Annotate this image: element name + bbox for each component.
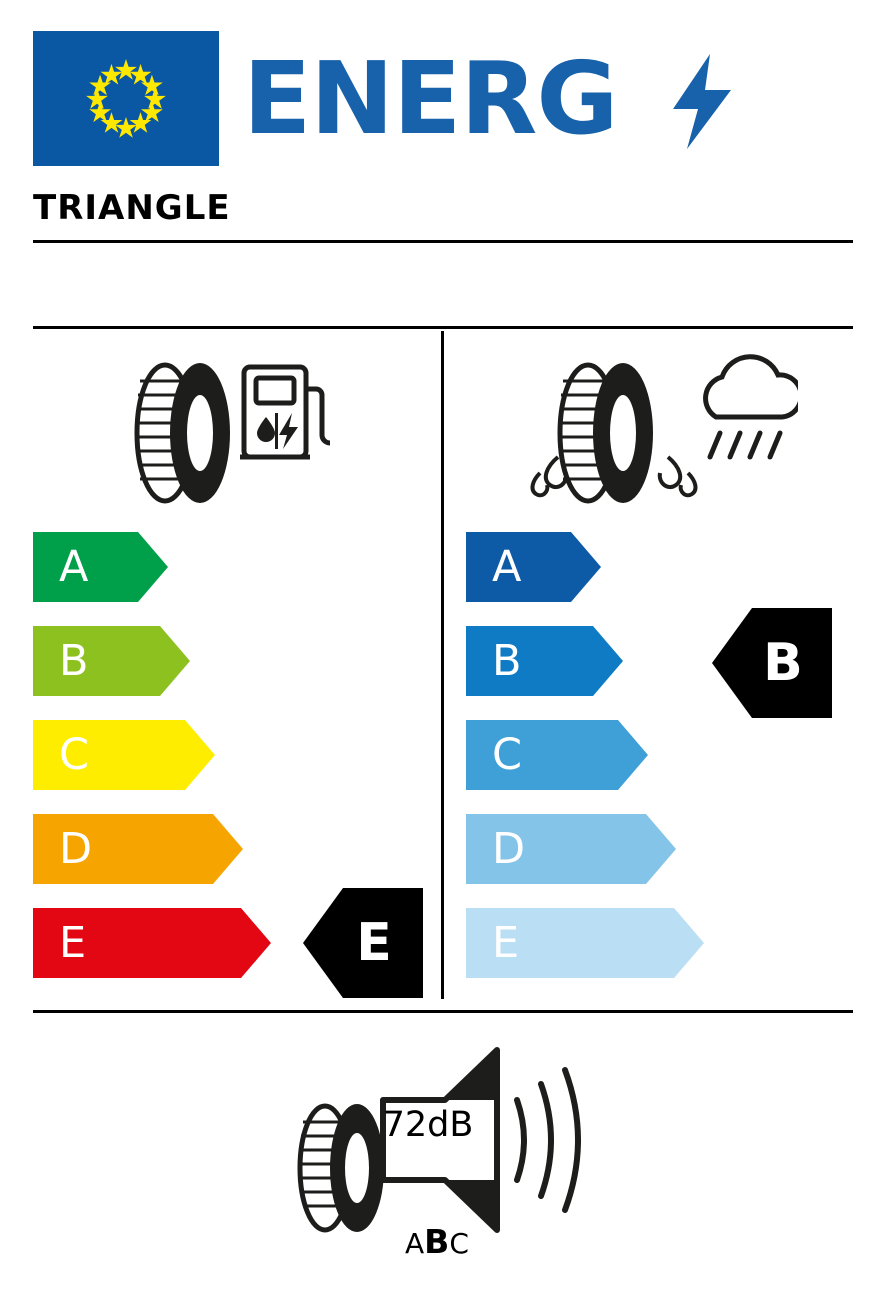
fuel-result-letter: E — [356, 913, 392, 973]
eu-flag-icon — [33, 31, 219, 166]
fuel-grade-c — [33, 720, 215, 790]
wet-grade-a — [466, 532, 601, 602]
energy-wordmark-text: ENERG — [243, 40, 618, 157]
fuel-grade-d-letter: D — [59, 824, 93, 874]
fuel-grade-d — [33, 814, 243, 884]
wet-grade-e-letter: E — [492, 918, 520, 968]
wet-result-letter: B — [763, 633, 803, 693]
noise-class-scale — [405, 1222, 469, 1261]
wet-result-badge — [712, 608, 832, 718]
fuel-grade-b — [33, 626, 190, 696]
divider-second — [33, 326, 853, 329]
wet-grade-d-letter: D — [492, 824, 526, 874]
lightning-bolt-icon — [665, 54, 735, 149]
wet-grade-b-letter: B — [492, 636, 522, 686]
wet-grade-e — [466, 908, 704, 978]
fuel-grade-c-letter: C — [59, 730, 90, 780]
fuel-grade-e — [33, 908, 271, 978]
energy-wordmark — [243, 40, 713, 157]
fuel-grade-b-letter: B — [59, 636, 89, 686]
tyre-rain-cloud-icon — [528, 345, 798, 520]
noise-class-a: A — [405, 1227, 425, 1260]
divider-vertical — [441, 331, 444, 999]
noise-class-b: B — [424, 1222, 450, 1261]
divider-bottom — [33, 1010, 853, 1013]
fuel-grade-a-letter: A — [59, 542, 89, 592]
fuel-result-badge — [303, 888, 423, 998]
tyre-fuel-pump-icon — [120, 345, 330, 520]
wet-grade-d — [466, 814, 676, 884]
brand-name: TRIANGLE — [33, 188, 231, 228]
divider-top — [33, 240, 853, 243]
fuel-grade-a — [33, 532, 168, 602]
fuel-grade-e-letter: E — [59, 918, 87, 968]
noise-class-c: C — [449, 1227, 469, 1260]
noise-db-value: 72dB — [382, 1105, 474, 1145]
wet-grade-c-letter: C — [492, 730, 523, 780]
wet-grade-a-letter: A — [492, 542, 522, 592]
wet-grade-c — [466, 720, 648, 790]
wet-grade-b — [466, 626, 623, 696]
